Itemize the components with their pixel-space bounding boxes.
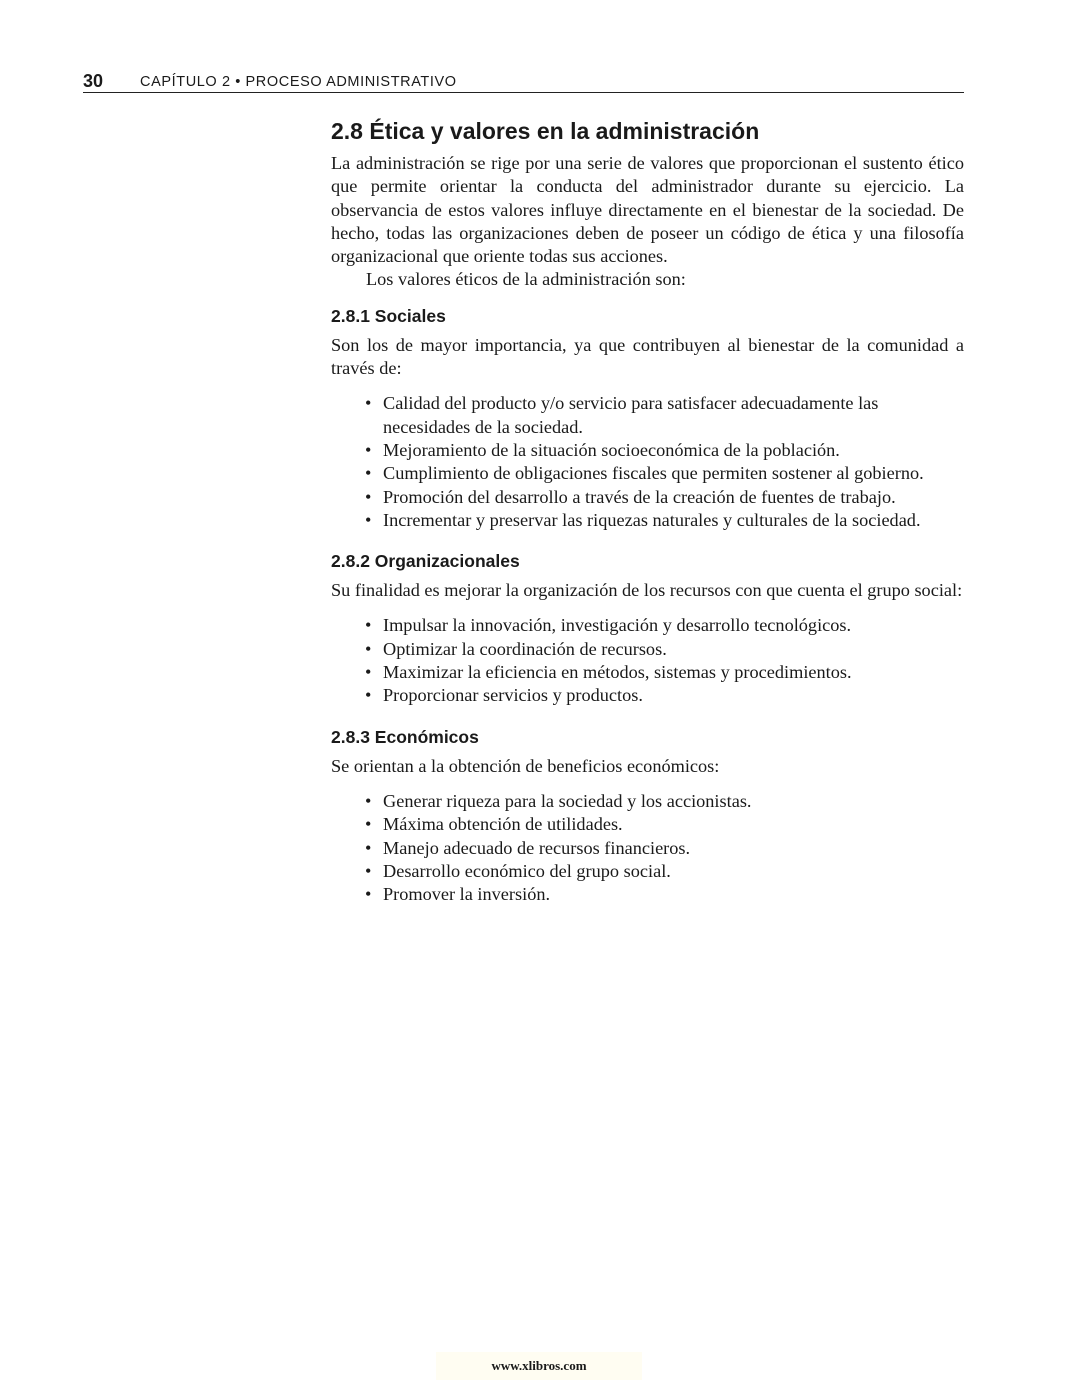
subsection-intro: Su finalidad es mejorar la organización de los recursos con que cuenta el grupo social:: [331, 580, 963, 601]
list-item-text: Mejoramiento de la situación socioeconómica de la población.: [383, 439, 840, 460]
list-item-text: Calidad del producto y/o servicio para satisfacer adecuadamente las necesidades de la sociedad.: [383, 393, 879, 437]
bullet-icon: •: [365, 662, 372, 683]
list-item-text: Optimizar la coordinación de recursos.: [383, 638, 667, 659]
page-header: [83, 70, 964, 93]
list-item: [365, 684, 964, 707]
list-item: [365, 883, 964, 906]
bullet-list: [331, 614, 964, 707]
bullet-icon: •: [365, 615, 372, 636]
bullet-icon: •: [365, 463, 372, 484]
list-item: [365, 509, 964, 532]
list-item: [365, 813, 964, 836]
bullet-icon: •: [365, 439, 372, 460]
section-lead: Los valores éticos de la administración son:: [366, 269, 686, 290]
section-title: 2.8 Ética y valores en la administración: [331, 118, 760, 144]
list-item: [365, 439, 964, 462]
list-item: [365, 614, 964, 637]
list-item: [365, 837, 964, 860]
subsection-intro: Son los de mayor importancia, ya que contribuyen al bienestar de la comunidad a través de:: [331, 334, 964, 379]
list-item: [365, 790, 964, 813]
footer-watermark: www.xlibros.com: [436, 1352, 642, 1380]
list-item-text: Proporcionar servicios y productos.: [383, 685, 643, 706]
subsection-title: 2.8.2 Organizacionales: [331, 551, 520, 572]
list-item: [365, 638, 964, 661]
list-item-text: Promoción del desarrollo a través de la creación de fuentes de trabajo.: [383, 486, 896, 507]
list-item: [365, 661, 964, 684]
bullet-icon: •: [365, 509, 372, 530]
list-item-text: Manejo adecuado de recursos financieros.: [383, 837, 691, 858]
list-item-text: Impulsar la innovación, investigación y desarrollo tecnológicos.: [383, 615, 852, 636]
bullet-icon: •: [365, 860, 372, 881]
bullet-icon: •: [365, 393, 372, 414]
subsection-sociales: [331, 304, 964, 532]
subsection-title: 2.8.1 Sociales: [331, 305, 446, 326]
bullet-icon: •: [365, 685, 372, 706]
subsection-intro: Se orientan a la obtención de beneficios económicos:: [331, 755, 720, 776]
section-intro: La administración se rige por una serie de valores que proporcionan el sustento ético que permite orientar la conducta del administrador durante su ejercicio. La observancia de estos valores influye directamente en el bienestar de la sociedad. De hecho, todas las organizaciones deben de poseer un código de ética y una filosofía organizacional que oriente todas sus acciones.: [331, 153, 964, 267]
list-item-text: Máxima obtención de utilidades.: [383, 814, 623, 835]
bullet-icon: •: [365, 814, 372, 835]
list-item: [365, 462, 964, 485]
bullet-icon: •: [365, 837, 372, 858]
bullet-icon: •: [365, 790, 372, 811]
running-head: CAPÍTULO 2 • PROCESO ADMINISTRATIVO: [140, 74, 457, 90]
page-content: [331, 114, 964, 906]
list-item-text: Maximizar la eficiencia en métodos, sistemas y procedimientos.: [383, 662, 852, 683]
list-item-text: Incrementar y preservar las riquezas naturales y culturales de la sociedad.: [383, 509, 921, 530]
page-number: 30: [83, 71, 104, 91]
bullet-icon: •: [365, 884, 372, 905]
subsection-title: 2.8.3 Económicos: [331, 726, 479, 747]
subsection-organizacionales: [331, 549, 964, 707]
bullet-icon: •: [365, 486, 372, 507]
list-item-text: Generar riqueza para la sociedad y los accionistas.: [383, 790, 752, 811]
subsection-economicos: [331, 725, 964, 907]
list-item-text: Desarrollo económico del grupo social.: [383, 860, 671, 881]
list-item: [365, 860, 964, 883]
list-item-text: Promover la inversión.: [383, 884, 551, 905]
list-item: [365, 392, 964, 439]
list-item-text: Cumplimiento de obligaciones fiscales que permiten sostener al gobierno.: [383, 463, 924, 484]
list-item: [365, 486, 964, 509]
bullet-list: [331, 392, 964, 532]
bullet-list: [331, 790, 964, 906]
bullet-icon: •: [365, 638, 372, 659]
